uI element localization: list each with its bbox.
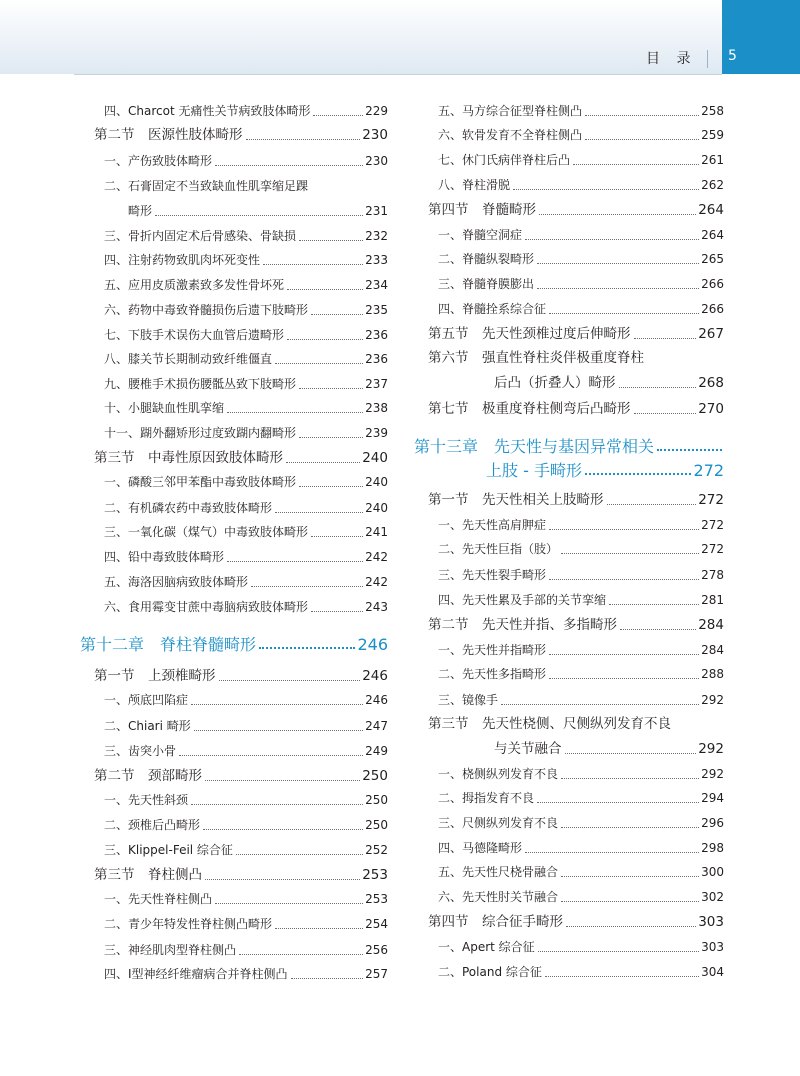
toc-entry-title: 三、神经肌肉型脊柱侧凸 xyxy=(104,943,237,957)
toc-page-number: 257 xyxy=(365,967,388,981)
leader-dots xyxy=(585,115,699,116)
toc-page-number: 240 xyxy=(365,475,388,489)
leader-dots xyxy=(607,504,697,505)
toc-page-number: 267 xyxy=(698,326,724,342)
toc-page-number: 256 xyxy=(365,943,388,957)
leader-dots xyxy=(634,338,697,339)
toc-item xyxy=(80,322,388,344)
toc-page-number: 304 xyxy=(701,965,724,979)
toc-item xyxy=(80,371,388,393)
toc-entry-title: 六、食用霉变甘蔗中毒脑病致肢体畸形 xyxy=(104,600,309,614)
leader-dots xyxy=(275,512,363,513)
toc-page-number: 258 xyxy=(701,104,724,118)
toc-page-number: 266 xyxy=(701,277,724,291)
leader-dots xyxy=(219,680,361,681)
leader-dots xyxy=(619,387,697,388)
toc-item xyxy=(414,687,724,709)
toc-entry-title: 二、Chiari 畸形 xyxy=(104,719,191,733)
leader-dots xyxy=(263,264,363,265)
toc-item xyxy=(80,569,388,591)
leader-dots xyxy=(537,802,699,803)
toc-page-number: 240 xyxy=(365,501,388,515)
leader-dots xyxy=(501,704,699,705)
toc-entry-title: 四、铅中毒致肢体畸形 xyxy=(104,550,225,564)
toc-page-number: 229 xyxy=(365,104,388,118)
toc-page-number: 241 xyxy=(365,525,388,539)
toc-page-number: 292 xyxy=(701,693,724,707)
toc-entry-title: 畸形 xyxy=(128,204,153,218)
leader-dots xyxy=(538,951,699,952)
toc-item xyxy=(80,420,388,442)
toc-page-number: 238 xyxy=(365,401,388,415)
leader-dots xyxy=(565,753,697,754)
toc-page-number: 253 xyxy=(362,867,388,883)
toc-item xyxy=(80,198,388,220)
toc-page-number: 236 xyxy=(365,352,388,366)
toc-item xyxy=(414,246,724,268)
toc-item xyxy=(414,859,724,881)
leader-dots xyxy=(525,239,699,240)
leader-dots xyxy=(561,901,699,902)
leader-dots xyxy=(299,437,363,438)
toc-entry-title: 三、尺侧纵列发育不良 xyxy=(438,816,559,830)
toc-section xyxy=(80,122,388,144)
leader-dots xyxy=(561,553,699,554)
toc-section xyxy=(414,321,724,343)
toc-entry-title: 一、Apert 综合征 xyxy=(438,940,535,954)
toc-entry-title: 三、一氧化碳（煤气）中毒致肢体畸形 xyxy=(104,525,309,539)
leader-dots xyxy=(573,164,699,165)
leader-dots xyxy=(585,473,692,475)
toc-section xyxy=(414,711,724,733)
toc-page-number: 242 xyxy=(365,550,388,564)
toc-item xyxy=(414,562,724,584)
toc-entry-title: 八、脊柱滑脱 xyxy=(438,178,511,192)
toc-page-number: 236 xyxy=(365,328,388,342)
toc-page-number: 259 xyxy=(701,128,724,142)
toc-entry-title: 第四节 综合征手畸形 xyxy=(428,914,563,930)
leader-dots xyxy=(561,778,699,779)
leader-dots xyxy=(227,561,363,562)
toc-page-number: 230 xyxy=(362,127,388,143)
toc-entry-title: 第三节 先天性桡侧、尺侧纵列发育不良 xyxy=(428,716,671,732)
toc-section xyxy=(80,862,388,884)
toc-entry-title: 一、脊髓空洞症 xyxy=(438,228,523,242)
toc-entry-title: 三、镜像手 xyxy=(438,693,499,707)
toc-entry-title: 三、齿突小骨 xyxy=(104,744,177,758)
leader-dots xyxy=(275,363,363,364)
leader-dots xyxy=(545,976,699,977)
leader-dots xyxy=(539,214,696,215)
leader-dots xyxy=(179,755,363,756)
toc-page-number: 252 xyxy=(365,843,388,857)
toc-entry-title: 三、脊髓脊膜膨出 xyxy=(438,277,535,291)
toc-entry-title: 第二节 颈部畸形 xyxy=(94,768,202,784)
toc-entry-title: 一、先天性高肩胛症 xyxy=(438,518,547,532)
toc-page-number: 233 xyxy=(365,253,388,267)
toc-item xyxy=(414,147,724,169)
header-band xyxy=(0,0,722,74)
toc-chapter xyxy=(80,628,388,654)
toc-page-number: 234 xyxy=(365,278,388,292)
toc-item xyxy=(80,594,388,616)
toc-entry-title: 五、应用皮质激素致多发性骨坏死 xyxy=(104,278,285,292)
toc-page-number: 288 xyxy=(701,667,724,681)
toc-item xyxy=(80,961,388,983)
toc-page-number: 243 xyxy=(365,600,388,614)
leader-dots xyxy=(287,339,363,340)
toc-page-number: 250 xyxy=(365,818,388,832)
toc-page-number: 272 xyxy=(698,492,724,508)
toc-entry-title: 五、先天性尺桡骨融合 xyxy=(438,865,559,879)
toc-page-number: 303 xyxy=(701,940,724,954)
leader-dots xyxy=(311,536,363,537)
toc-page-number: 266 xyxy=(701,302,724,316)
toc-item xyxy=(80,173,388,195)
toc-item xyxy=(80,395,388,417)
toc-section xyxy=(80,763,388,785)
toc-entry-title: 二、青少年特发性脊柱侧凸畸形 xyxy=(104,917,273,931)
toc-item xyxy=(414,761,724,783)
toc-entry-title: 第一节 先天性相关上肢畸形 xyxy=(428,492,604,508)
toc-page-number: 272 xyxy=(701,518,724,532)
toc-entry-title: 二、Poland 综合征 xyxy=(438,965,542,979)
toc-item xyxy=(414,222,724,244)
toc-section xyxy=(414,197,724,219)
header-rule xyxy=(74,74,722,75)
toc-page-number: 264 xyxy=(698,202,724,218)
toc-page-number: 300 xyxy=(701,865,724,879)
toc-page-number: 231 xyxy=(365,204,388,218)
toc-entry-title: 第四节 脊髓畸形 xyxy=(428,202,536,218)
toc-entry-title: 七、下肢手术误伤大血管后遗畸形 xyxy=(104,328,285,342)
leader-dots xyxy=(513,189,699,190)
toc-entry-title: 一、桡侧纵列发育不良 xyxy=(438,767,559,781)
toc-item xyxy=(80,911,388,933)
toc-entry-title: 第六节 强直性脊柱炎伴极重度脊柱 xyxy=(428,350,644,366)
toc-entry-title: 一、磷酸三邻甲苯酯中毒致肢体畸形 xyxy=(104,475,297,489)
leader-dots xyxy=(657,449,722,451)
toc-item xyxy=(80,495,388,517)
toc-item xyxy=(414,637,724,659)
leader-dots xyxy=(585,139,699,140)
leader-dots xyxy=(549,678,699,679)
toc-page-number: 284 xyxy=(698,617,724,633)
toc-entry-title: 九、腰椎手术损伤腰骶丛致下肢畸形 xyxy=(104,377,297,391)
toc-item xyxy=(80,886,388,908)
toc-page-number: 302 xyxy=(701,890,724,904)
toc-page-number: 242 xyxy=(365,575,388,589)
toc-item xyxy=(80,713,388,735)
toc-page-number: 284 xyxy=(701,643,724,657)
toc-item xyxy=(80,297,388,319)
toc-entry-title: 第五节 先天性颈椎过度后伸畸形 xyxy=(428,326,631,342)
toc-item xyxy=(80,812,388,834)
toc-entry-title: 六、软骨发育不全脊柱侧凸 xyxy=(438,128,583,142)
leader-dots xyxy=(205,780,360,781)
toc-entry-title: 四、Charcot 无痛性关节病致肢体畸形 xyxy=(104,104,311,118)
toc-entry-title: 第七节 极重度脊柱侧弯后凸畸形 xyxy=(428,401,631,417)
leader-dots xyxy=(191,704,363,705)
toc-page-number: 281 xyxy=(701,593,724,607)
toc-page-number: 254 xyxy=(365,917,388,931)
toc-entry-title: 四、Ⅰ型神经纤维瘤病合并脊柱侧凸 xyxy=(104,967,288,981)
leader-dots xyxy=(537,288,699,289)
leader-dots xyxy=(291,978,364,979)
toc-page-number: 294 xyxy=(701,791,724,805)
leader-dots xyxy=(537,263,699,264)
leader-dots xyxy=(215,903,363,904)
toc-chapter xyxy=(414,454,724,480)
toc-section xyxy=(414,909,724,931)
toc-item xyxy=(414,810,724,832)
toc-page-number: 250 xyxy=(362,768,388,784)
toc-entry-title: 后凸（折叠人）畸形 xyxy=(494,375,616,391)
toc-entry-title: 第二节 医源性肢体畸形 xyxy=(94,127,243,143)
leader-dots xyxy=(525,852,699,853)
leader-dots xyxy=(313,115,363,116)
toc-item xyxy=(414,296,724,318)
toc-entry-title: 与关节融合 xyxy=(494,741,562,757)
toc-page-number: 303 xyxy=(698,914,724,930)
toc-entry-title: 第十三章 先天性与基因异常相关 xyxy=(414,437,655,456)
toc-section xyxy=(414,396,724,418)
leader-dots xyxy=(286,462,360,463)
leader-dots xyxy=(311,314,363,315)
toc-entry-title: 三、骨折内固定术后骨感染、骨缺损 xyxy=(104,229,297,243)
toc-page-number: 246 xyxy=(362,668,388,684)
toc-entry-title: 二、颈椎后凸畸形 xyxy=(104,818,201,832)
leader-dots xyxy=(275,928,363,929)
toc-chapter xyxy=(414,430,724,456)
toc-page-number: 292 xyxy=(698,741,724,757)
leader-dots xyxy=(549,529,699,530)
toc-page-number: 240 xyxy=(362,450,388,466)
leader-dots xyxy=(299,486,363,487)
toc-page-number: 292 xyxy=(701,767,724,781)
toc-item xyxy=(80,272,388,294)
toc-entry-title: 二、拇指发育不良 xyxy=(438,791,535,805)
toc-item xyxy=(80,469,388,491)
toc-entry-title: 二、先天性巨指（肢） xyxy=(438,542,559,556)
toc-item xyxy=(414,959,724,981)
leader-dots xyxy=(215,165,363,166)
toc-section xyxy=(414,736,724,758)
toc-item xyxy=(80,687,388,709)
toc-entry-title: 六、先天性肘关节融合 xyxy=(438,890,559,904)
toc-entry-title: 第一节 上颈椎畸形 xyxy=(94,668,216,684)
toc-page-number: 296 xyxy=(701,816,724,830)
toc-entry-title: 二、先天性多指畸形 xyxy=(438,667,547,681)
toc-page-number: 261 xyxy=(701,153,724,167)
leader-dots xyxy=(194,730,363,731)
toc-page-number: 232 xyxy=(365,229,388,243)
toc-entry-title: 五、马方综合征型脊柱侧凸 xyxy=(438,104,583,118)
toc-item xyxy=(80,519,388,541)
header-separator xyxy=(707,50,708,68)
toc-item xyxy=(80,738,388,760)
toc-entry-title: 二、石膏固定不当致缺血性肌挛缩足踝 xyxy=(104,179,309,193)
toc-entry-title: 三、先天性裂手畸形 xyxy=(438,568,547,582)
toc-item xyxy=(414,884,724,906)
leader-dots xyxy=(609,604,699,605)
toc-item xyxy=(80,837,388,859)
running-header-label: 目 录 xyxy=(646,51,697,67)
toc-entry-title: 八、膝关节长期制动致纤维僵直 xyxy=(104,352,273,366)
toc-entry-title: 一、颅底凹陷症 xyxy=(104,693,189,707)
toc-entry-title: 十一、䠒外翻矫形过度致䠒内翻畸形 xyxy=(104,426,297,440)
toc-item xyxy=(414,271,724,293)
leader-dots xyxy=(561,827,699,828)
leader-dots xyxy=(311,611,363,612)
leader-dots xyxy=(246,139,361,140)
toc-page-number: 272 xyxy=(701,542,724,556)
toc-page-number: 262 xyxy=(701,178,724,192)
toc-page-number: 253 xyxy=(365,892,388,906)
leader-dots xyxy=(299,388,363,389)
toc-item xyxy=(80,544,388,566)
leader-dots xyxy=(620,629,696,630)
toc-page-number: 272 xyxy=(693,461,724,480)
toc-item xyxy=(414,122,724,144)
toc-page-number: 249 xyxy=(365,744,388,758)
toc-item xyxy=(80,98,388,120)
toc-entry-title: 上肢 - 手畸形 xyxy=(486,461,582,480)
toc-item xyxy=(414,661,724,683)
toc-entry-title: 第三节 中毒性原因致肢体畸形 xyxy=(94,450,283,466)
toc-entry-title: 四、先天性累及手部的关节挛缩 xyxy=(438,593,607,607)
toc-item xyxy=(80,247,388,269)
toc-entry-title: 一、产伤致肢体畸形 xyxy=(104,154,213,168)
toc-page-number: 250 xyxy=(365,793,388,807)
leader-dots xyxy=(259,647,355,649)
toc-section xyxy=(414,370,724,392)
toc-page-number: 268 xyxy=(698,375,724,391)
toc-section xyxy=(80,663,388,685)
leader-dots xyxy=(549,654,699,655)
toc-entry-title: 七、休门氏病伴脊柱后凸 xyxy=(438,153,571,167)
toc-page-number: 247 xyxy=(365,719,388,733)
leader-dots xyxy=(227,412,363,413)
toc-section xyxy=(414,345,724,367)
toc-entry-title: 第十二章 脊柱脊髓畸形 xyxy=(80,635,257,654)
toc-entry-title: 一、先天性并指畸形 xyxy=(438,643,547,657)
toc-item xyxy=(414,587,724,609)
toc-entry-title: 二、脊髓纵裂畸形 xyxy=(438,252,535,266)
toc-section xyxy=(80,445,388,467)
toc-entry-title: 四、注射药物致肌肉坏死变性 xyxy=(104,253,261,267)
toc-item xyxy=(414,512,724,534)
toc-item xyxy=(414,172,724,194)
leader-dots xyxy=(549,313,699,314)
leader-dots xyxy=(287,289,363,290)
leader-dots xyxy=(549,579,699,580)
toc-entry-title: 五、海洛因脑病致肢体畸形 xyxy=(104,575,249,589)
toc-item xyxy=(80,223,388,245)
toc-page-number: 264 xyxy=(701,228,724,242)
leader-dots xyxy=(299,240,363,241)
toc-page-number: 278 xyxy=(701,568,724,582)
toc-item xyxy=(80,787,388,809)
leader-dots xyxy=(634,413,697,414)
toc-page-number: 246 xyxy=(365,693,388,707)
toc-page-number: 239 xyxy=(365,426,388,440)
toc-page-number: 230 xyxy=(365,154,388,168)
toc-entry-title: 十、小腿缺血性肌挛缩 xyxy=(104,401,225,415)
toc-item xyxy=(414,835,724,857)
leader-dots xyxy=(236,854,363,855)
toc-page-number: 298 xyxy=(701,841,724,855)
toc-entry-title: 第二节 先天性并指、多指畸形 xyxy=(428,617,617,633)
leader-dots xyxy=(191,804,363,805)
toc-item xyxy=(80,346,388,368)
toc-page-number: 265 xyxy=(701,252,724,266)
toc-entry-title: 第三节 脊柱侧凸 xyxy=(94,867,202,883)
leader-dots xyxy=(251,586,363,587)
leader-dots xyxy=(203,829,363,830)
toc-entry-title: 六、药物中毒致脊髓损伤后遗下肢畸形 xyxy=(104,303,309,317)
toc-item xyxy=(414,98,724,120)
toc-item xyxy=(80,148,388,170)
toc-entry-title: 一、先天性斜颈 xyxy=(104,793,189,807)
toc-entry-title: 四、马德隆畸形 xyxy=(438,841,523,855)
toc-entry-title: 三、Klippel-Feil 综合征 xyxy=(104,843,233,857)
leader-dots xyxy=(205,879,360,880)
toc-entry-title: 二、有机磷农药中毒致肢体畸形 xyxy=(104,501,273,515)
toc-item xyxy=(414,785,724,807)
leader-dots xyxy=(239,954,363,955)
leader-dots xyxy=(155,215,363,216)
toc-page-number: 270 xyxy=(698,401,724,417)
toc-page-number: 235 xyxy=(365,303,388,317)
toc-section xyxy=(414,612,724,634)
toc-entry-title: 四、脊髓拴系综合征 xyxy=(438,302,547,316)
leader-dots xyxy=(566,926,696,927)
leader-dots xyxy=(561,876,699,877)
toc-page-number: 246 xyxy=(357,635,388,654)
page-number: 5 xyxy=(728,48,737,64)
toc-item xyxy=(414,934,724,956)
toc-page-number: 237 xyxy=(365,377,388,391)
toc-item xyxy=(414,536,724,558)
toc-item xyxy=(80,937,388,959)
toc-entry-title: 一、先天性脊柱侧凸 xyxy=(104,892,213,906)
toc-section xyxy=(414,487,724,509)
